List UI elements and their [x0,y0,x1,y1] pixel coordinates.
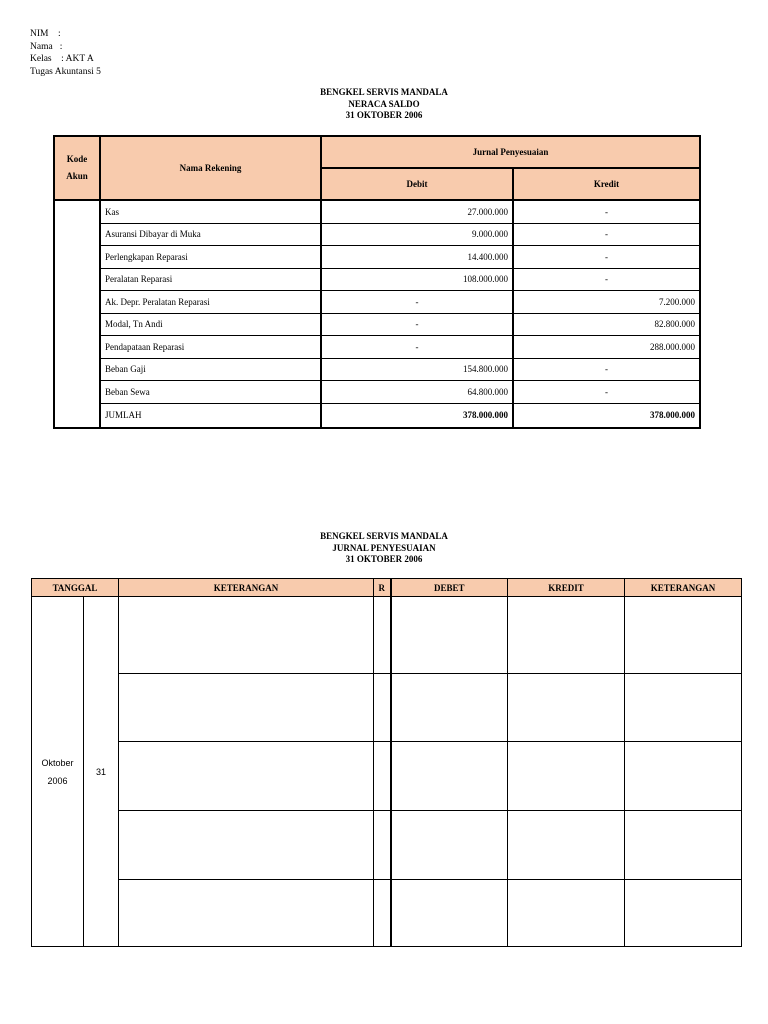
nama-cell: Peralatan Reparasi [100,268,321,291]
kredit-cell: - [513,358,700,381]
nim-line: NIM : [30,29,61,39]
keterangan-cell [119,597,374,674]
keterangan2-cell [625,880,742,947]
kode-akun-cell [54,200,100,428]
debit-cell: 9.000.000 [321,223,513,246]
table-row [54,381,700,404]
nama-cell: Ak. Depr. Peralatan Reparasi [100,291,321,314]
kredit-cell: - [513,223,700,246]
table-row [32,811,742,880]
kredit-cell [508,880,625,947]
table-row [32,674,742,742]
kelas-line: Kelas : AKT A [30,54,94,65]
jurnal-report-name: JURNAL PENYESUAIAN [332,542,436,553]
kredit-cell: 7.200.000 [513,291,700,314]
keterangan-cell [119,742,374,811]
jurnal-title [0,531,768,566]
header-debit: Debit [321,168,513,200]
kredit-cell: - [513,246,700,269]
table-row [54,246,700,269]
student-info [30,28,101,78]
header-r: R [374,579,391,597]
total-row [54,403,700,428]
table-row [54,313,700,336]
tugas-line: Tugas Akuntansi 5 [30,66,101,77]
debit-cell: - [321,336,513,359]
nama-cell: Modal, Tn Andi [100,313,321,336]
year-text: 2006 [47,775,68,786]
total-debit: 378.000.000 [321,403,513,428]
debet-cell [391,597,508,674]
nama-cell: Beban Gaji [100,358,321,381]
debet-cell [391,811,508,880]
kredit-cell: 288.000.000 [513,336,700,359]
jurnal-company: BENGKEL SERVIS MANDALA [320,531,448,541]
header-keterangan: KETERANGAN [119,579,374,597]
month-year-cell [32,597,84,947]
table-row [54,223,700,246]
day-cell: 31 [84,597,119,947]
table-row [54,268,700,291]
r-cell [374,880,391,947]
keterangan2-cell [625,597,742,674]
kredit-cell: - [513,268,700,291]
kredit-cell: - [513,200,700,223]
keterangan-cell [119,674,374,742]
r-cell [374,811,391,880]
header-jurnal-penyesuaian: Jurnal Penyesuaian [321,136,700,168]
r-cell [374,597,391,674]
neraca-saldo-table [53,135,701,429]
header-kredit: KREDIT [508,579,625,597]
keterangan-cell [119,811,374,880]
nama-cell: Beban Sewa [100,381,321,404]
keterangan2-cell [625,811,742,880]
kredit-cell [508,597,625,674]
keterangan2-cell [625,742,742,811]
debet-cell [391,742,508,811]
r-cell [374,742,391,811]
keterangan2-cell [625,674,742,742]
debit-cell: 154.800.000 [321,358,513,381]
total-label: JUMLAH [100,403,321,428]
neraca-title [0,87,768,122]
header-kredit: Kredit [513,168,700,200]
header-debet: DEBET [391,579,508,597]
nama-cell: Kas [100,200,321,223]
table-row [54,358,700,381]
kredit-cell [508,811,625,880]
table-row [32,742,742,811]
nama-cell: Pendapataan Reparasi [100,336,321,359]
header-nama-rekening: Nama Rekening [100,136,321,200]
neraca-date: 31 OKTOBER 2006 [345,110,423,120]
table-row [54,200,700,223]
debet-cell [391,880,508,947]
debit-cell: - [321,313,513,336]
r-cell [374,674,391,742]
table-row [32,597,742,674]
header-keterangan-2: KETERANGAN [625,579,742,597]
header-kode-akun: Kode Akun [54,136,100,200]
nama-line: Nama : [30,41,63,52]
neraca-report-name: NERACA SALDO [348,98,420,109]
month-text: Oktober [41,757,74,768]
debet-cell [391,674,508,742]
kredit-cell [508,674,625,742]
nama-cell: Asuransi Dibayar di Muka [100,223,321,246]
total-kredit: 378.000.000 [513,403,700,428]
debit-cell: 108.000.000 [321,268,513,291]
table-row [54,291,700,314]
nama-cell: Perlengkapan Reparasi [100,246,321,269]
table-row [54,336,700,359]
debit-cell: 27.000.000 [321,200,513,223]
kredit-cell: 82.800.000 [513,313,700,336]
keterangan-cell [119,880,374,947]
kredit-cell: - [513,381,700,404]
debit-cell: 14.400.000 [321,246,513,269]
jurnal-penyesuaian-table [31,578,742,947]
jurnal-date: 31 OKTOBER 2006 [345,554,423,564]
table-row [32,880,742,947]
debit-cell: - [321,291,513,314]
kredit-cell [508,742,625,811]
debit-cell: 64.800.000 [321,381,513,404]
neraca-company: BENGKEL SERVIS MANDALA [320,87,448,97]
header-tanggal: TANGGAL [32,579,119,597]
